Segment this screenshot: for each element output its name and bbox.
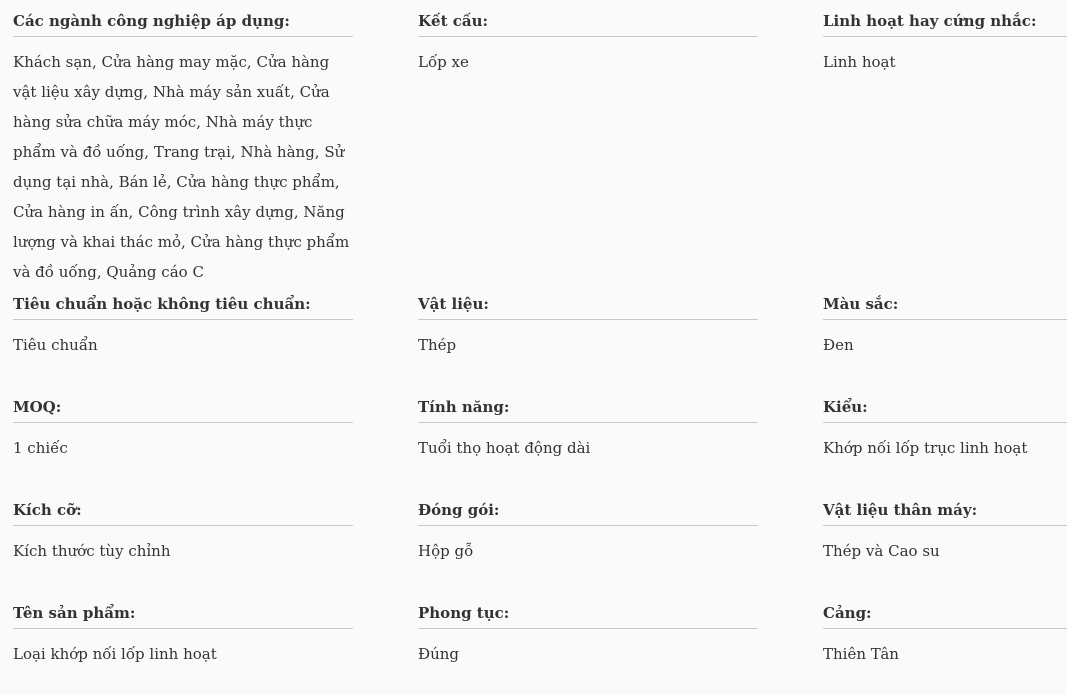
spec-label: Kết cấu: xyxy=(418,0,758,37)
spec-label: MOQ: xyxy=(13,386,353,423)
spec-value: Lốp xe xyxy=(418,53,469,71)
spec-value: Loại khớp nối lốp linh hoạt xyxy=(13,645,217,663)
spec-value: Khớp nối lốp trục linh hoạt xyxy=(823,439,1028,457)
spec-item-packaging xyxy=(418,489,758,566)
spec-row xyxy=(13,283,1067,386)
spec-item-color xyxy=(823,283,1067,360)
spec-value: Thép và Cao su xyxy=(823,542,940,560)
spec-value: Tuổi thọ hoạt động dài xyxy=(418,439,591,457)
spec-label: Vật liệu thân máy: xyxy=(823,489,1067,526)
spec-row xyxy=(13,386,1067,489)
spec-item-size xyxy=(13,489,353,566)
spec-value: Đúng xyxy=(418,645,460,663)
spec-item-moq xyxy=(13,386,353,463)
spec-row xyxy=(13,0,1067,283)
spec-label: Vật liệu: xyxy=(418,283,758,320)
spec-label: Kiểu: xyxy=(823,386,1067,423)
spec-label: Tên sản phẩm: xyxy=(13,592,353,629)
spec-label: Các ngành công nghiệp áp dụng: xyxy=(13,0,353,37)
spec-value: Thiên Tân xyxy=(823,645,899,663)
spec-label: Đóng gói: xyxy=(418,489,758,526)
spec-row xyxy=(13,489,1067,592)
spec-item-feature xyxy=(418,386,758,463)
spec-item-body-material xyxy=(823,489,1067,566)
spec-item-material xyxy=(418,283,758,360)
spec-value: Hộp gỗ xyxy=(418,542,474,560)
spec-value: 1 chiếc xyxy=(13,439,68,457)
spec-value: Thép xyxy=(418,336,457,354)
spec-item-type xyxy=(823,386,1067,463)
spec-row xyxy=(13,592,1067,695)
spec-label: Phong tục: xyxy=(418,592,758,629)
spec-item-port xyxy=(823,592,1067,669)
spec-value: Tiêu chuẩn xyxy=(13,336,98,354)
product-spec-grid xyxy=(13,0,1067,695)
spec-label: Cảng: xyxy=(823,592,1067,629)
spec-item-customs xyxy=(418,592,758,669)
spec-value: Kích thước tùy chỉnh xyxy=(13,542,171,560)
spec-value: Linh hoạt xyxy=(823,53,896,71)
spec-label: Màu sắc: xyxy=(823,283,1067,320)
spec-item-industries xyxy=(13,0,353,287)
spec-label: Linh hoạt hay cứng nhắc: xyxy=(823,0,1067,37)
spec-item-product-name xyxy=(13,592,353,669)
spec-item-standard xyxy=(13,283,353,360)
spec-value: Khách sạn, Cửa hàng may mặc, Cửa hàng vật liệu xây dựng, Nhà máy sản xuất, Cửa hàng sửa chữa máy móc, Nhà máy thực phẩm và đồ uống, Trang trại, Nhà hàng, Sử dụng tại nhà, Bán lẻ, Cửa hàng thực phẩm, Cửa hàng in ấn, Công trình xây dựng, Năng lượng và khai thác mỏ, Cửa hàng thực phẩm và đồ uống, Quảng cáo C xyxy=(13,53,350,281)
spec-item-structure xyxy=(418,0,758,77)
spec-label: Kích cỡ: xyxy=(13,489,353,526)
spec-label: Tính năng: xyxy=(418,386,758,423)
spec-value: Đen xyxy=(823,336,854,354)
spec-label: Tiêu chuẩn hoặc không tiêu chuẩn: xyxy=(13,283,353,320)
spec-item-flexibility xyxy=(823,0,1067,77)
